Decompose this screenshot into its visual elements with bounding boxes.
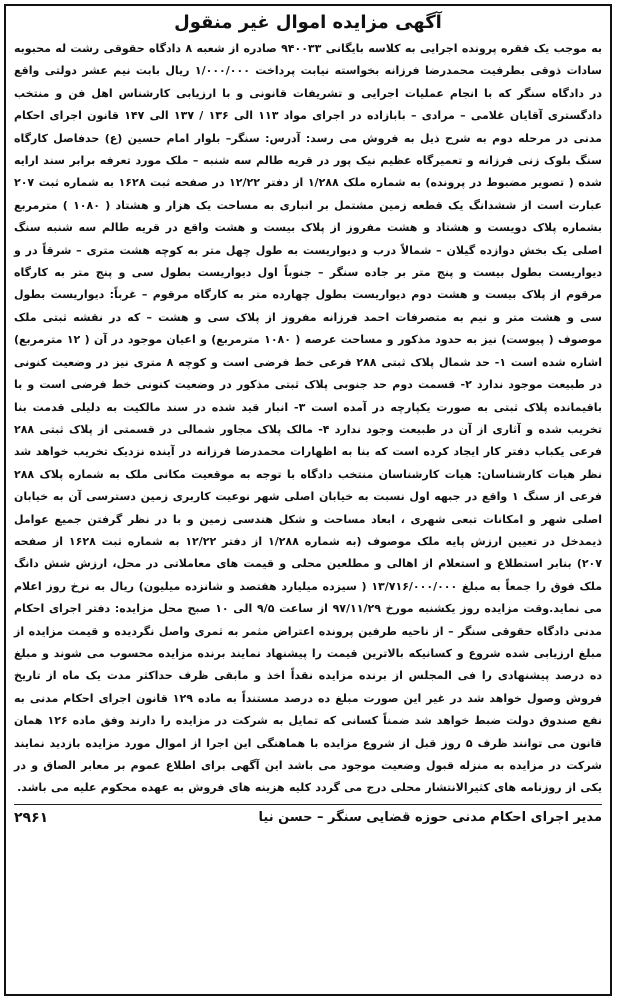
notice-code: ۲۹۶۱ [14, 809, 49, 826]
notice-title: آگهی مزایده اموال غیر منقول [174, 12, 442, 33]
signature-line: مدیر اجرای احکام مدنی حوزه قضایی سنگر – حسن نیا [258, 810, 602, 826]
notice-footer [14, 805, 602, 831]
notice-body: به موجب یک فقره پرونده اجرایی به کلاسه بایگانی ۹۴۰۰۳۳ صادره از شعبه ۸ دادگاه حقوقی رشت له محبوبه سادات ذوقی بطرفیت محمدرضا فرزانه بخواسته نیابت پرداخت ۱/۰۰۰/۰۰۰ ریال بابت نیم عشر دولتی واقع در دادگاه سنگر که با انجام عملیات اجرایی و تشریفات قانونی و با ارزیابی کارشناس اهل فن و منتخب دادگستری آقایان غلامی – مرادی – بابازاده در اجرای مواد ۱۱۳ الی ۱۳۶ / ۱۳۷ الی ۱۴۷ قانون اجرای احکام مدنی در مرحله دوم به شرح ذیل به فروش می رسد: آدرس: سنگر– بلوار امام حسین (ع) حدفاصل کارگاه سنگ بلوک زنی فرزانه و تعمیرگاه عظیم نیک پور در قریه طالم سه شنبه – ملک مورد تعرفه برابر سند ارایه شده ( تصویر مضبوط در پرونده) به شماره ملک ۱/۲۸۸ از دفتر ۱۲/۲۲ در صفحه ثبت ۱۶۲۸ به شماره ثبت ۲۰۷ عبارت است از ششدانگ یک قطعه زمین مشتمل بر انباری به مساحت یک هزار و هشتاد ( ۱۰۸۰ ) مترمربع بشماره پلاک دویست و هشتاد و هشت مفروز از پلاک بیست و هشت واقع در قریه طالم سه شنبه سنگ اصلی یک بخش دوازده گیلان – شمالاً درب و دیواریست به طول چهل متر به کوچه هشت متری – شرقاً در و دیواریست بطول بیست و پنج متر بر جاده سنگر – جنوباً اول دیواریست بطول سی و پنج متر به کارگاه مرقوم از پلاک بیست و هشت دوم دیواریست بطول چهارده متر به کارگاه مرقوم – غرباً: دیواریست بطول سی و هشت متر و نیم به متصرفات احمد فرزانه مفروز از پلاک سی و هشت – که در نقشه ثبتی ملک موصوف ( پیوست) نیز به حدود مذکور و مساحت عرصه ( ۱۰۸۰ مترمربع) و اعیان موجود در آن ( ۱۲ مترمربع) اشاره شده است ۱- حد شمال پلاک ثبتی ۲۸۸ فرعی خط فرضی است و کوچه ۸ متری نیز در وضعیت کنونی در طبیعت موجود ندارد ۲- قسمت دوم حد جنوبی پلاک ثبتی مذکور در وضعیت کنونی خط فرضی است و با باقیمانده پلاک ثبتی به صورت یکپارچه در آمده است ۳- انبار قید شده در سند مالکیت به دلیلی قدمت بنا تخریب شده و آثاری از آن در طبیعت وجود ندارد ۴- مالک پلاک مجاور شمالی در قسمتی از پلاک ثبتی ۲۸۸ فرعی یکباب دفتر کار ایجاد کرده است که بنا به اظهارات محمدرضا فرزانه در آینده نزدیک تخریب خواهد شد نظر هیات کارشناسان: هیات کارشناسان منتخب دادگاه با توجه به موقعیت مکانی ملک به شماره پلاک ۲۸۸ فرعی از سنگ ۱ واقع در جبهه اول نسبت به خیابان اصلی شهر نوعیت کاربری زمین دسترسی آن به خیابان اصلی شهر و امکانات تبعی شهری ، ابعاد مساحت و شکل هندسی زمین و با در نظر گرفتن جمیع عوامل ذیمدخل در تعیین ارزش پایه ملک موصوف (به شماره ۱/۲۸۸ از دفتر ۱۲/۲۲ به شماره ثبت ۱۶۲۸ از صفحه ۲۰۷) بنابر استطلاع و استعلام از اهالی و مطلعین محلی و قیمت های معاملاتی در محل، ارزش شش دانگ ملک فوق را جمعاً به مبلغ ۱۳/۷۱۶/۰۰۰/۰۰۰ ( سیزده میلیارد هفتصد و شانزده میلیون) ریال به نرخ روز اعلام می نماید.وقت مزایده روز یکشنبه مورخ ۹۷/۱۱/۲۹ از ساعت ۹/۵ الی ۱۰ صبح محل مزایده: دفتر اجرای احکام مدنی دادگاه حقوقی سنگر – از ناحیه طرفین پرونده اعتراض مثمر به ثمری واصل نگردیده و قیمت مزایده از مبلغ ارزیابی شده شروع و کسانیکه بالاترین قیمت را پیشنهاد نمایند برنده مزایده محسوب می شوند و مبلغ ده درصد پیشنهادی را فی المجلس از برنده مزایده نقداً اخذ و مابقی ظرف حداکثر مدت یک ماه از تاریخ فروش وصول خواهد شد در غیر این صورت مبلغ ده درصد مستنداً به ماده ۱۲۹ قانون اجرای احکام مدنی به نفع صندوق دولت ضبط خواهد شد ضمناً کسانی که تمایل به شرکت در مزایده را دارند وفق ماده ۱۲۶ همان قانون می توانند ظرف ۵ روز قبل از شروع مزایده با هماهنگی این اجرا از اموال مورد مزایده بازدید نمایند شرکت در مزایده به منزله قبول وضعیت موجود می باشد این آگهی برای اطلاع عموم بر معابر الصاق و در یکی از روزنامه های کثیرالانتشار محلی درج می گردد کلیه هزینه های فروش به عهده محکوم علیه می باشد. [14, 42, 603, 795]
auction-notice [4, 4, 612, 996]
